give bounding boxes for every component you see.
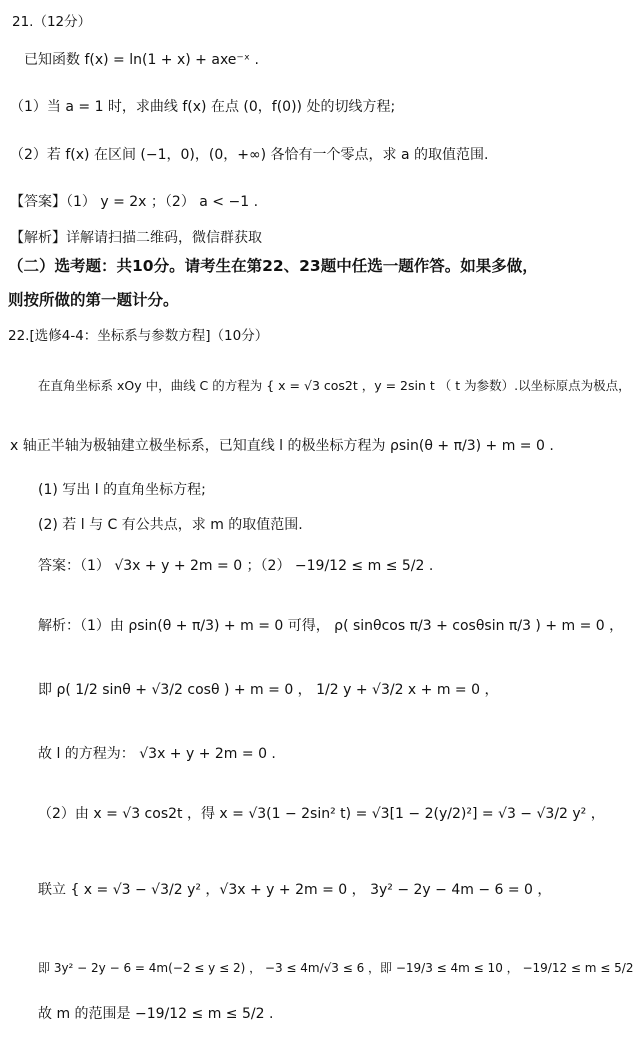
analysis-step-1: 解析：（1）由 ρsin(θ + π/3) + m = 0 可得， ρ( sinθcos π/3 + cosθsin π/3 ) + m = 0 ， <box>38 618 624 634</box>
analysis-step-4: （2）由 x = √3 cos2t ，得 x = √3(1 − 2sin² t) = √3[1 − 2(y/2)²] = √3 − √3/2 y² ， <box>38 806 605 822</box>
problem-21-part-1: （1）当 a = 1 时，求曲线 f(x) 在点 (0，f(0)) 处的切线方程; <box>10 99 396 115</box>
problem-21-statement: 已知函数 f(x) = ln(1 + x) + axe⁻ˣ . <box>24 52 259 68</box>
problem-22-statement-line-2: x 轴正半轴为极轴建立极坐标系，已知直线 l 的极坐标方程为 ρsin(θ + π/3) + m = 0 . <box>10 438 554 454</box>
problem-22-part-1: (1) 写出 l 的直角坐标方程; <box>38 482 206 498</box>
problem-21-header: 21.（12分） <box>12 14 92 30</box>
problem-22-answer: 答案：（1） √3x + y + 2m = 0 ；（2） −19/12 ≤ m ≤ 5/2 . <box>38 558 434 574</box>
analysis-step-6: 即 3y² − 2y − 6 = 4m(−2 ≤ y ≤ 2) ， −3 ≤ 4m/√3 ≤ 6 ，即 −19/3 ≤ 4m ≤ 10 ， −19/12 ≤ m ≤ 5/2 <box>38 961 634 975</box>
problem-22-statement-line-1: 在直角坐标系 xOy 中，曲线 C 的方程为 { x = √3 cos2t ，y = 2sin t （ t 为参数）.以坐标原点为极点， <box>38 378 631 393</box>
analysis-step-2: 即 ρ( 1/2 sinθ + √3/2 cosθ ) + m = 0 ， 1/2 y + √3/2 x + m = 0 ， <box>38 682 499 698</box>
problem-22-header: 22.[选修4-4：坐标系与参数方程]（10分） <box>8 328 269 344</box>
problem-21-part-2: （2）若 f(x) 在区间 (−1，0)，(0，+∞) 各恰有一个零点，求 a 的取值范围. <box>10 147 489 163</box>
section-header-line-1: （二）选考题：共10分。请考生在第22、23题中任选一题作答。如果多做， <box>8 257 538 275</box>
problem-22-part-2: (2) 若 l 与 C 有公共点，求 m 的取值范围. <box>38 517 303 533</box>
problem-21-answer: 【答案】（1） y = 2x ；（2） a < −1 . <box>10 194 259 210</box>
section-header-line-2: 则按所做的第一题计分。 <box>8 291 179 309</box>
problem-21-analysis: 【解析】详解请扫描二维码，微信群获取 <box>10 230 262 246</box>
analysis-step-5: 联立 { x = √3 − √3/2 y² ，√3x + y + 2m = 0 ， 3y² − 2y − 4m − 6 = 0 ， <box>38 882 552 898</box>
analysis-step-3: 故 l 的方程为： √3x + y + 2m = 0 . <box>38 746 276 762</box>
analysis-conclusion: 故 m 的范围是 −19/12 ≤ m ≤ 5/2 . <box>38 1006 274 1022</box>
